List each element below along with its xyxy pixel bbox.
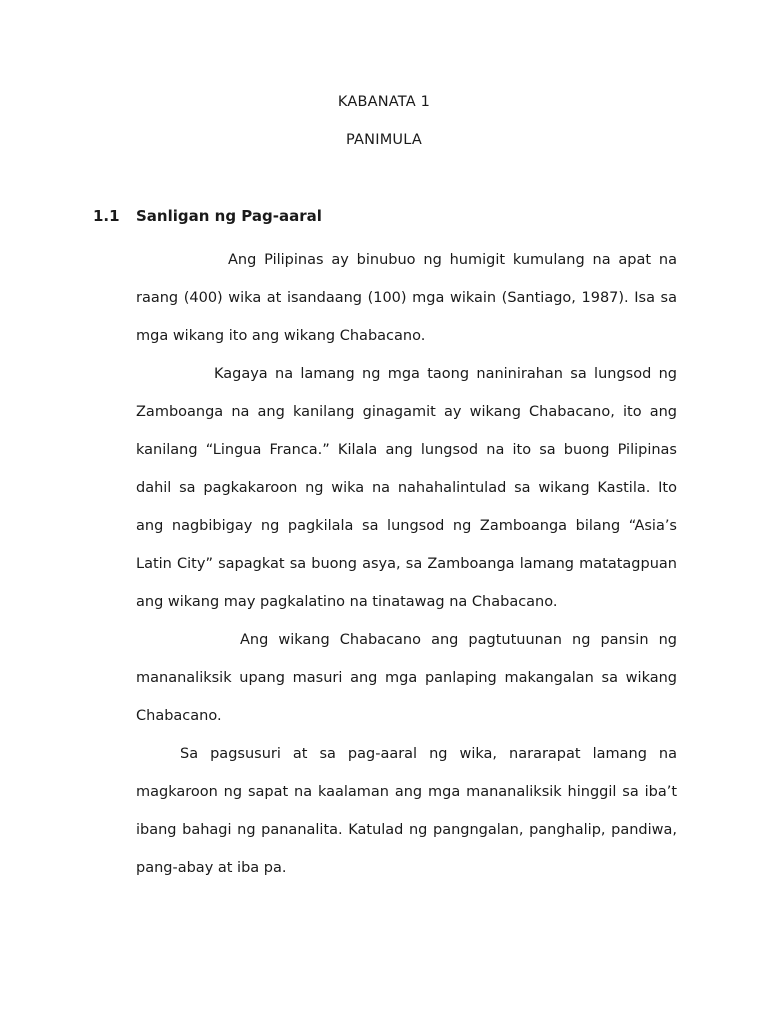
chapter-subtitle: PANIMULA bbox=[346, 132, 422, 148]
paragraph: Ang wikang Chabacano ang pagtutuunan ng pansin ng mananaliksik upang masuri ang mga panlaping makangalan sa wikang Chabacano. bbox=[136, 632, 677, 724]
paragraph: Kagaya na lamang ng mga taong naninirahan sa lungsod ng Zamboanga na ang kanilang ginagamit ay wikang Chabacano, ito ang kanilang “Lingua Franca.” Kilala ang lungsod na ito sa buong Pilipinas dahil sa pagkakaroon ng wika na nahahalintulad sa wikang Kastila. Ito ang nagbibigay ng pagkilala sa lungsod ng Zamboanga bilang “Asia’s Latin City” sapagkat sa buong asya, sa Zamboanga lamang matatagpuan ang wikang may pagkalatino na tinatawag na Chabacano. bbox=[136, 366, 677, 610]
section-heading bbox=[93, 207, 322, 225]
chapter-title: KABANATA 1 bbox=[337, 94, 431, 110]
section-number: 1.1 bbox=[93, 207, 120, 225]
section-title: Sanligan ng Pag-aaral bbox=[136, 207, 322, 225]
paragraph: Sa pagsusuri at sa pag-aaral ng wika, nararapat lamang na magkaroon ng sapat na kaalaman ang mga mananaliksik hinggil sa iba’t ibang bahagi ng pananalita. Katulad ng pangngalan, panghalip, pandiwa, pang-abay at iba pa. bbox=[136, 746, 677, 876]
paragraph: Ang Pilipinas ay binubuo ng humigit kumulang na apat na raang (400) wika at isandaang (100) mga wikain (Santiago, 1987). Isa sa mga wikang ito ang wikang Chabacano. bbox=[136, 252, 677, 344]
body-text bbox=[136, 241, 677, 887]
